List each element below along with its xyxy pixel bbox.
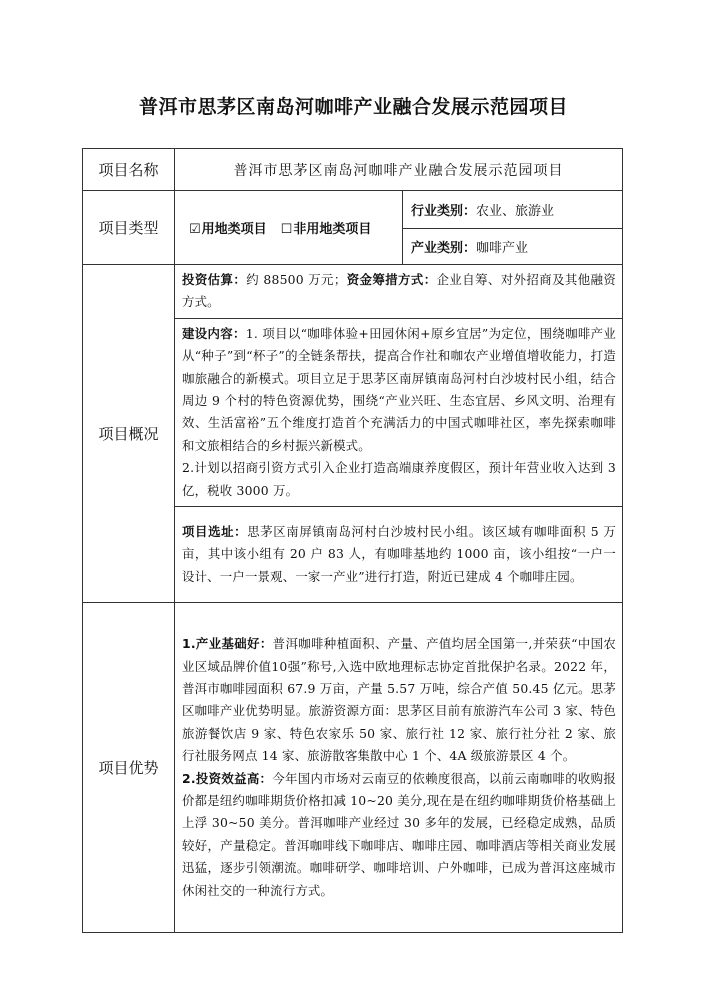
sector-category [403, 229, 623, 265]
site-label: 项目选址： [182, 523, 248, 539]
unchecked-box-icon[interactable]: ☐ [280, 222, 293, 237]
investment-label: 投资估算： [182, 272, 247, 287]
advantage-2-value: 今年国内市场对云南豆的依赖度很高，以前云南咖啡的收购报价都是纽约咖啡期货价格扣减 10~20 美分,现在是在纽约咖啡期货价格基础上上浮 30~50 美分。普洱咖啡产业经过 30 多年的发展，已经稳定成熟，品质较好，产量稳定。普洱咖啡线下咖啡店、咖啡庄园、咖啡酒店等相关商业发展迅猛，逐步引领潮流。咖啡研学、咖啡培训、户外咖啡，已成为普洱这座城市休闲社交的一种流行方式。 [182, 770, 616, 898]
construction-paragraph-2: 2.计划以招商引资方式引入企业打造高端康养度假区，预计年营业收入达到 3 亿，税收 3000 万。 [182, 460, 616, 498]
row-advantage [83, 603, 623, 933]
site-value: 思茅区南屏镇南岛河村白沙坡村民小组。该区域有咖啡面积 5 万亩，其中该小组有 20 户 83 人，有咖啡基地约 1000 亩，该小组按“一户一设计、一户一景观、一家一产业”进行打造，附近已建成 4 个咖啡庄园。 [182, 523, 616, 584]
project-type-label: 项目类型 [83, 191, 175, 265]
funding-value: 企业自筹、对外招商及其他融资方式。 [182, 272, 617, 310]
project-name-value: 普洱市思茅区南岛河咖啡产业融合发展示范园项目 [175, 149, 623, 191]
advantage-1-label: 1.产业基础好： [182, 636, 273, 652]
investment-cell [175, 265, 623, 319]
construction-cell [175, 318, 623, 506]
row-investment [83, 265, 623, 319]
advantage-2-label: 2.投资效益高： [182, 770, 273, 786]
checked-box-icon[interactable]: ☑ [189, 222, 201, 237]
row-project-type [83, 191, 623, 229]
site-cell [175, 507, 623, 603]
investment-value: 约 88500 万元； [246, 272, 347, 287]
advantage-label: 项目优势 [83, 603, 175, 933]
industry-category-label: 行业类别： [411, 204, 477, 219]
sector-category-value: 咖啡产业 [476, 241, 529, 256]
industry-category-value: 农业、旅游业 [476, 204, 555, 219]
page-title: 普洱市思茅区南岛河咖啡产业融合发展示范园项目 [138, 96, 568, 118]
sector-category-label: 产业类别： [411, 241, 477, 256]
overview-label: 项目概况 [83, 265, 175, 603]
option-non-land-use: 非用地类项目 [293, 222, 372, 237]
project-name-label: 项目名称 [83, 149, 175, 191]
industry-category [403, 191, 623, 229]
option-land-use: 用地类项目 [201, 222, 267, 237]
row-project-name [83, 149, 623, 191]
construction-label: 建设内容： [182, 325, 246, 341]
advantage-cell [175, 603, 623, 933]
advantage-1-value: 普洱咖啡种植面积、产量、产值均居全国第一,并荣获“中国农业区域品牌价值10强”称号,入选中欧地理标志协定首批保护名录。2022 年，普洱市咖啡园面积 67.9 万亩，产量 5.57 万吨，综合产值 50.45 亿元。思茅区咖啡产业优势明显。旅游资源方面：思茅区目前有旅游汽车公司 3 家、特色旅游餐饮店 9 家、特色农家乐 50 家、旅行社 12 家、旅行社分社 2 家、旅行社服务网点 14 家、旅游散客集散中心 1 个、4A 级旅游景区 4 个。 [182, 636, 616, 764]
project-table [82, 148, 623, 933]
funding-label: 资金筹措方式： [346, 272, 437, 287]
construction-paragraph-1: 1. 项目以“咖啡体验+田园休闲+原乡宜居”为定位，围绕咖啡产业从“种子”到“杯子”的全链条帮扶，提高合作社和咖农产业增值增收能力，打造咖旅融合的新模式。项目立足于思茅区南屏镇南岛河村白沙坡村民小组，结合周边 9 个村的特色资源优势，围绕“产业兴旺、生态宜居、乡风文明、治理有效、生活富裕”五个维度打造首个充满活力的中国式咖啡社区，率先探索咖啡和文旅相结合的乡村振兴新模式。 [182, 325, 617, 453]
project-type-options [175, 191, 403, 265]
